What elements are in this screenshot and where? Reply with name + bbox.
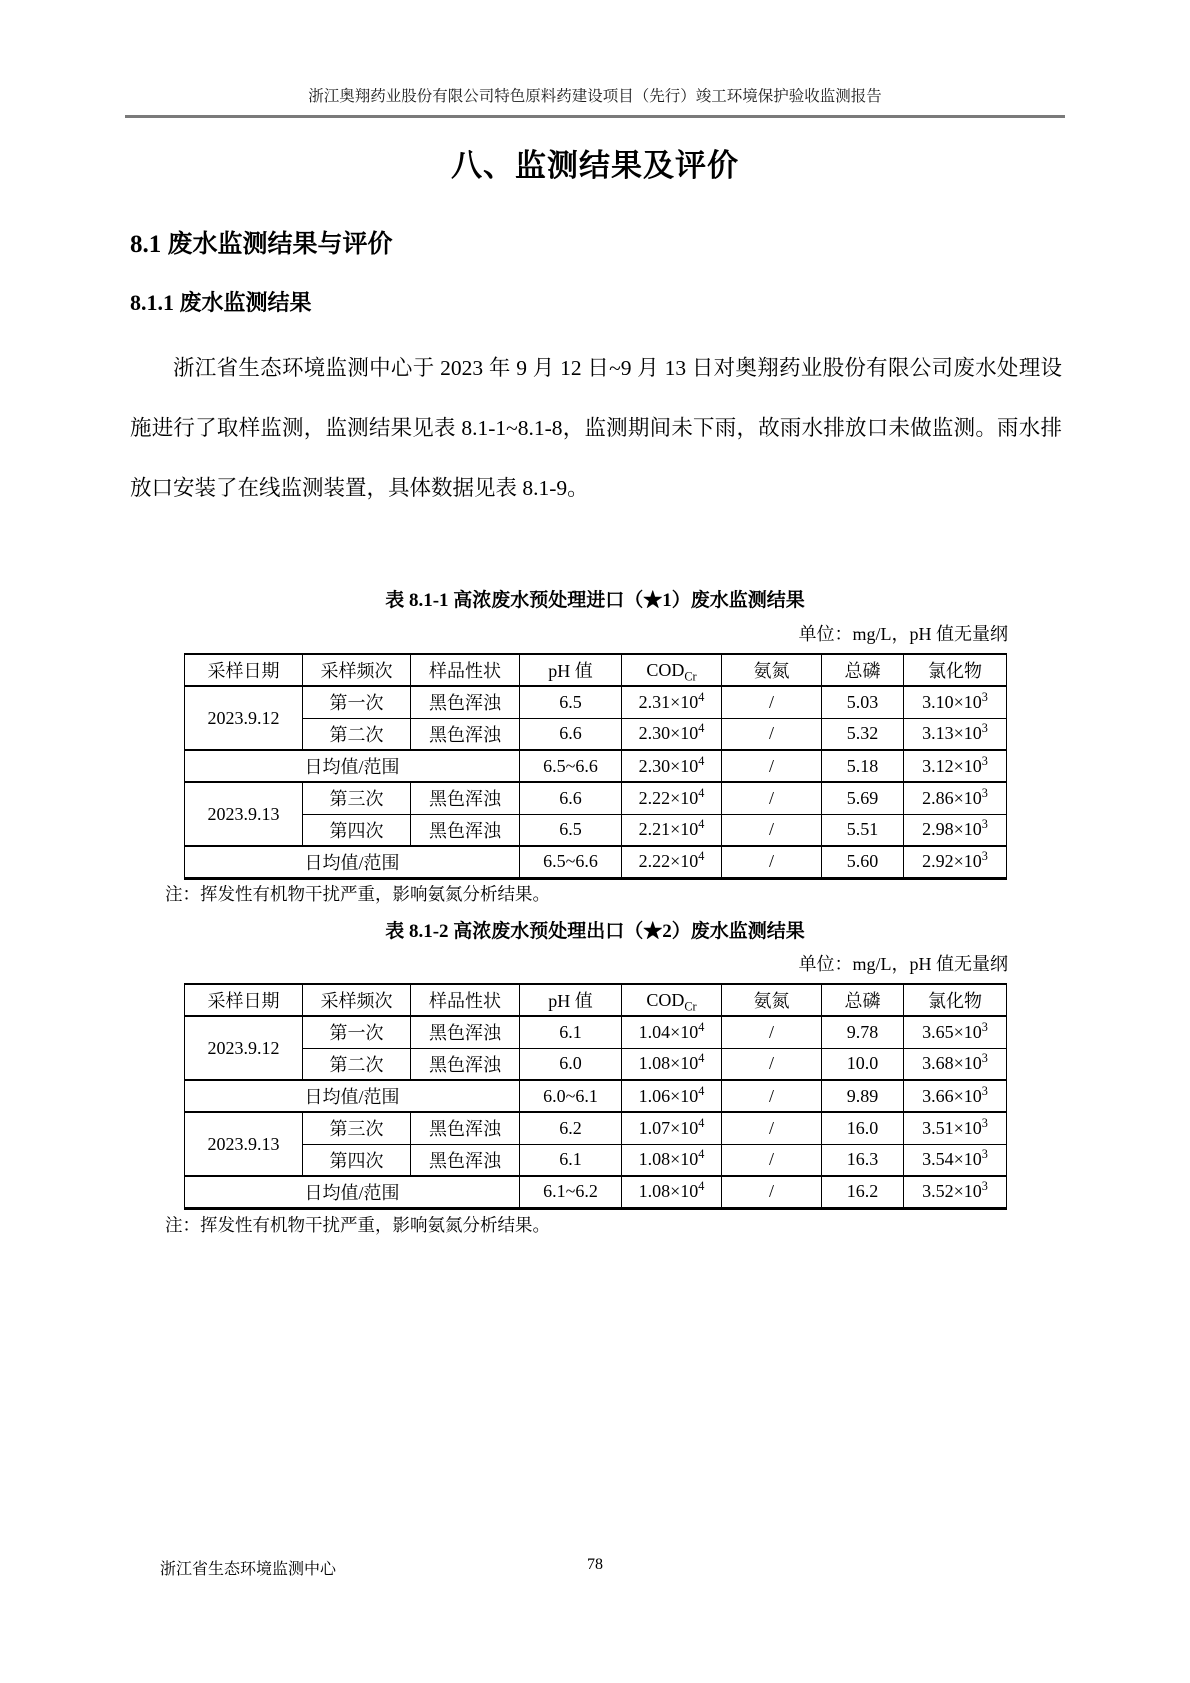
cell-sample-appearance: 黑色浑浊 xyxy=(411,782,520,814)
cell-cod: $2.30\times 10^4$ xyxy=(622,750,722,782)
cell-total-phosphorus: 9.78 xyxy=(822,1016,904,1048)
column-header: $COD_{Cr}$ xyxy=(622,984,722,1016)
cell-sample-frequency: 第四次 xyxy=(303,814,411,846)
cell-chloride: $3.10\times 10^3$ xyxy=(904,686,1007,718)
column-header: 采样频次 xyxy=(303,984,411,1016)
cell-cod: $1.08\times 10^4$ xyxy=(622,1144,722,1176)
cell-total-phosphorus: 5.03 xyxy=(822,686,904,718)
cell-ph: 6.0~6.1 xyxy=(520,1080,622,1112)
cell-sample-appearance: 黑色浑浊 xyxy=(411,686,520,718)
column-header: 采样日期 xyxy=(185,984,303,1016)
cell-chloride: $3.13\times 10^3$ xyxy=(904,718,1007,750)
column-header: 采样频次 xyxy=(303,654,411,686)
cell-ph: 6.5~6.6 xyxy=(520,750,622,782)
cell-ammonia: / xyxy=(722,1048,822,1080)
column-header: 样品性状 xyxy=(411,984,520,1016)
column-header: 氨氮 xyxy=(722,654,822,686)
cell-ph: 6.1 xyxy=(520,1016,622,1048)
cell-sample-date: 2023.9.12 xyxy=(185,686,303,750)
column-header: pH 值 xyxy=(520,984,622,1016)
cell-chloride: $3.65\times 10^3$ xyxy=(904,1016,1007,1048)
cell-cod: $2.30\times 10^4$ xyxy=(622,718,722,750)
cell-sample-date: 2023.9.12 xyxy=(185,1016,303,1080)
cell-sample-frequency: 第二次 xyxy=(303,718,411,750)
cell-chloride: $3.51\times 10^3$ xyxy=(904,1112,1007,1144)
cell-sample-frequency: 第一次 xyxy=(303,1016,411,1048)
cell-ammonia: / xyxy=(722,1112,822,1144)
cell-total-phosphorus: 16.2 xyxy=(822,1176,904,1208)
cell-sample-frequency: 第三次 xyxy=(303,1112,411,1144)
monitoring-table-inlet xyxy=(184,653,1007,880)
cell-ammonia: / xyxy=(722,1144,822,1176)
column-header: $COD_{Cr}$ xyxy=(622,654,722,686)
cell-daily-label: 日均值/范围 xyxy=(185,1176,520,1208)
section-heading: 8.1 废水监测结果与评价 xyxy=(130,231,393,258)
page-header: 浙江奥翔药业股份有限公司特色原料药建设项目（先行）竣工环境保护验收监测报告 xyxy=(125,84,1065,118)
cell-cod: $2.22\times 10^4$ xyxy=(622,846,722,878)
cell-ph: 6.5 xyxy=(520,686,622,718)
cell-daily-label: 日均值/范围 xyxy=(185,750,520,782)
cell-ammonia: / xyxy=(722,1080,822,1112)
cell-sample-appearance: 黑色浑浊 xyxy=(411,718,520,750)
column-header: 采样日期 xyxy=(185,654,303,686)
cell-ammonia: / xyxy=(722,1176,822,1208)
cell-cod: $2.31\times 10^4$ xyxy=(622,686,722,718)
sample-row xyxy=(185,1112,1007,1144)
cell-sample-date: 2023.9.13 xyxy=(185,782,303,846)
cell-cod: $2.22\times 10^4$ xyxy=(622,782,722,814)
cell-ph: 6.1~6.2 xyxy=(520,1176,622,1208)
cell-sample-frequency: 第一次 xyxy=(303,686,411,718)
cell-sample-appearance: 黑色浑浊 xyxy=(411,814,520,846)
cell-cod: $1.04\times 10^4$ xyxy=(622,1016,722,1048)
cell-sample-appearance: 黑色浑浊 xyxy=(411,1016,520,1048)
table-1-unit-note: 单位：mg/L，pH 值无量纲 xyxy=(798,624,1008,644)
cell-ph: 6.1 xyxy=(520,1144,622,1176)
cell-cod: $1.08\times 10^4$ xyxy=(622,1048,722,1080)
cell-total-phosphorus: 16.0 xyxy=(822,1112,904,1144)
daily-average-row xyxy=(185,750,1007,782)
cell-ph: 6.6 xyxy=(520,718,622,750)
cell-ammonia: / xyxy=(722,686,822,718)
cell-ammonia: / xyxy=(722,718,822,750)
cell-chloride: $3.54\times 10^3$ xyxy=(904,1144,1007,1176)
cell-chloride: $3.66\times 10^3$ xyxy=(904,1080,1007,1112)
cell-chloride: $2.98\times 10^3$ xyxy=(904,814,1007,846)
table-2-unit-note: 单位：mg/L，pH 值无量纲 xyxy=(798,954,1008,974)
sample-row xyxy=(185,686,1007,718)
sample-row xyxy=(185,782,1007,814)
cell-ammonia: / xyxy=(722,1016,822,1048)
cell-sample-frequency: 第二次 xyxy=(303,1048,411,1080)
daily-average-row xyxy=(185,1080,1007,1112)
sample-row xyxy=(185,1144,1007,1176)
column-header: 氯化物 xyxy=(904,984,1007,1016)
cell-ammonia: / xyxy=(722,750,822,782)
table-2-note: 注：挥发性有机物干扰严重，影响氨氮分析结果。 xyxy=(165,1215,550,1235)
cell-total-phosphorus: 5.51 xyxy=(822,814,904,846)
cell-sample-frequency: 第四次 xyxy=(303,1144,411,1176)
cell-ammonia: / xyxy=(722,846,822,878)
cell-daily-label: 日均值/范围 xyxy=(185,846,520,878)
subsection-heading: 8.1.1 废水监测结果 xyxy=(130,290,312,315)
daily-average-row xyxy=(185,1176,1007,1208)
body-paragraph: 浙江省生态环境监测中心于 2023 年 9 月 12 日~9 月 13 日对奥翔药业股份有限公司废水处理设施进行了取样监测，监测结果见表 8.1-1~8.1-8，监测期间未下雨，故雨水排放口未做监测。雨水排放口安装了在线监测装置，具体数据见表 8.1-9。 xyxy=(130,356,1062,500)
header-row xyxy=(185,654,1007,686)
cell-daily-label: 日均值/范围 xyxy=(185,1080,520,1112)
sample-row xyxy=(185,814,1007,846)
cell-sample-frequency: 第三次 xyxy=(303,782,411,814)
cell-chloride: $2.86\times 10^3$ xyxy=(904,782,1007,814)
cell-sample-appearance: 黑色浑浊 xyxy=(411,1048,520,1080)
cell-ph: 6.6 xyxy=(520,782,622,814)
cell-ph: 6.0 xyxy=(520,1048,622,1080)
cell-total-phosphorus: 16.3 xyxy=(822,1144,904,1176)
cell-ph: 6.5 xyxy=(520,814,622,846)
cell-total-phosphorus: 5.69 xyxy=(822,782,904,814)
header-row xyxy=(185,984,1007,1016)
cell-total-phosphorus: 10.0 xyxy=(822,1048,904,1080)
cell-ammonia: / xyxy=(722,814,822,846)
cell-cod: $1.08\times 10^4$ xyxy=(622,1176,722,1208)
cell-total-phosphorus: 5.60 xyxy=(822,846,904,878)
cell-chloride: $3.68\times 10^3$ xyxy=(904,1048,1007,1080)
column-header: pH 值 xyxy=(520,654,622,686)
cell-sample-appearance: 黑色浑浊 xyxy=(411,1144,520,1176)
cell-total-phosphorus: 9.89 xyxy=(822,1080,904,1112)
sample-row xyxy=(185,718,1007,750)
sample-row xyxy=(185,1048,1007,1080)
cell-ph: 6.5~6.6 xyxy=(520,846,622,878)
chapter-title: 八、监测结果及评价 xyxy=(451,148,739,183)
column-header: 总磷 xyxy=(822,654,904,686)
cell-cod: $1.06\times 10^4$ xyxy=(622,1080,722,1112)
cell-ammonia: / xyxy=(722,782,822,814)
cell-cod: $1.07\times 10^4$ xyxy=(622,1112,722,1144)
column-header: 样品性状 xyxy=(411,654,520,686)
cell-chloride: $2.92\times 10^3$ xyxy=(904,846,1007,878)
table-1-note: 注：挥发性有机物干扰严重，影响氨氮分析结果。 xyxy=(165,884,550,904)
footer-page-number: 78 xyxy=(587,1556,603,1573)
column-header: 氯化物 xyxy=(904,654,1007,686)
daily-average-row xyxy=(185,846,1007,878)
cell-cod: $2.21\times 10^4$ xyxy=(622,814,722,846)
cell-total-phosphorus: 5.32 xyxy=(822,718,904,750)
monitoring-table-outlet xyxy=(184,983,1007,1210)
cell-sample-date: 2023.9.13 xyxy=(185,1112,303,1176)
cell-sample-appearance: 黑色浑浊 xyxy=(411,1112,520,1144)
table-2-caption: 表 8.1-2 高浓废水预处理出口（★2）废水监测结果 xyxy=(385,921,805,942)
cell-chloride: $3.52\times 10^3$ xyxy=(904,1176,1007,1208)
cell-chloride: $3.12\times 10^3$ xyxy=(904,750,1007,782)
footer-organization: 浙江省生态环境监测中心 xyxy=(160,1561,337,1578)
cell-total-phosphorus: 5.18 xyxy=(822,750,904,782)
table-1-caption: 表 8.1-1 高浓废水预处理进口（★1）废水监测结果 xyxy=(385,590,805,611)
sample-row xyxy=(185,1016,1007,1048)
column-header: 总磷 xyxy=(822,984,904,1016)
column-header: 氨氮 xyxy=(722,984,822,1016)
cell-ph: 6.2 xyxy=(520,1112,622,1144)
